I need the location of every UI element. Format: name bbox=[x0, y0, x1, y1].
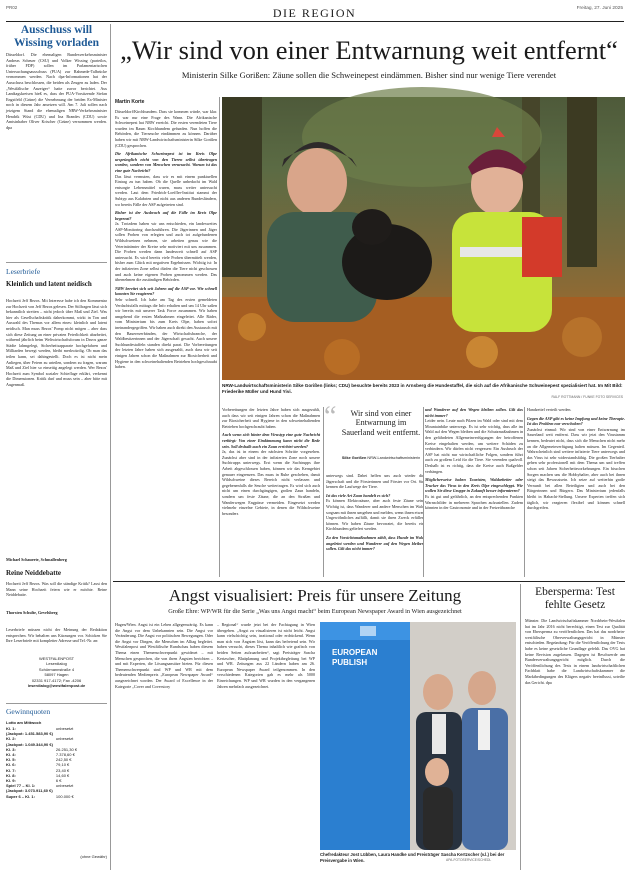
lotto-value: 14,60 € bbox=[55, 772, 70, 778]
ebersperma-headline: Ebersperma: Test fehlte Gesetz bbox=[535, 586, 615, 611]
lotto-value: 23,40 € bbox=[55, 767, 70, 773]
lotto-note: (ohne Gewähr) bbox=[80, 854, 107, 859]
ebersperma-text: Münster. Die Landwirtschaftskammer Nordrhein-Westfalen hat im Jahr 2016 nicht berechtigt, einen Test zur Qualität von Ebersperma zu veröffentlichen. Das hat das nordrhein-westfälische Oberverwaltungsgericht in Münster entschieden. Begründung: Für die Veröffentlichung der Tests habe es keine gesetzliche Grundlage gefehlt. Das OVG hat keine Revision zugelassen. Dagegen ist Beschwerde am Bundesverwaltungsgericht möglich. Durch die Veröffentlichung des Tests in einem landwirtschaftlichen Fachblatt habe die Landwirtschaftskammer die Marktbedingungen des Klägers negativ beeinflusst, urteilte das Gericht. dpa bbox=[525, 618, 625, 685]
lotto-value: unbesetzt bbox=[55, 736, 74, 742]
answer: Das lässt vermuten, dass wir es mit einem punktuellen Eintrag zu tun haben. Ob die Quelle unbedacht im Wald entsorgte Lebensmittel waren, muss weiter untersucht werden. Laut dem Friedrich-Loeffler-Institut stammt der Subtyp aus Kalabrien und nicht aus anderen Bundesländern, wo bereits Fälle der ASP aufgetreten sind. bbox=[115, 173, 217, 207]
lotto-value: 6 € bbox=[55, 778, 62, 784]
banner-line: EUROPEAN bbox=[332, 648, 378, 657]
main-subhead: Ministerin Silke Gorißen: Zäune sollen die Schweinepest eindämmen. Bisher sind nur wenige Tiere verendet bbox=[181, 70, 557, 80]
address-line: Leserdialog bbox=[46, 661, 67, 667]
award-subhead: Große Ehre: WP/WR für die Serie „Was uns Angst macht“ beim European Newspaper Award in Wien ausgezeichnet bbox=[168, 608, 462, 615]
intro-text: Düsseldorf/Kirchhundem. Dass sie kommen würde, war klar. Es war nur eine Frage des Wann. Die Afrikanische Schweinepest hat NRW erreicht. Die ersten verendeten Tiere wurden im Raum Kirchhundem gefunden. Nun hoffen die Behörden, die Tierseuche eindämmen zu können. Darüber haben wir mit NRW-Landwirtschaftsministerin Silke Gorißen (CDU) gesprochen. bbox=[115, 109, 217, 148]
award-col2: – Regional“ wurde jetzt bei der Fachtagung in Wien übergeben. „Angst zu visualisieren ist nicht leicht. Angst kann vielschichtig sein, irrational oder erdrückend. Wenn man sich von Ängsten löst, kann das befreiend sein. Wir haben versucht, dieses Thema inhaltlich wie grafisch von beiden Seiten aufzuarbeiten“, sagt Preisträger Sascha Kertzscher, Blattplanung und Projektbegleitung bei WP und WR. Zeitungen aus 22 Ländern haben am 26. European Newspaper Award teilgenommen. In den verschiedenen Kategorien gab es mehr als 5000 Einreichungen. WP und WR wurden in den vergangenen Jahren mehrfach ausgezeichnet. bbox=[217, 622, 315, 689]
question-continued: und Wanderer auf den Wegen bleiben sollen. Gilt das nicht immer? bbox=[425, 407, 523, 418]
award-caption: Chefredakteur Jost Lübben, Laura Handke und Preisträger Sascha Kertzscher (v.l.) bei der Preisvergabe in Wien. bbox=[320, 852, 505, 863]
question: Möglicherweise haben Touristen, Waldarbeiter oder Trucker das Virus in den Kreis Olpe eingeschleppt. Wie wollen Sie diese Gruppe in Zukunft besser informieren? bbox=[425, 477, 523, 494]
lotto-class: Kl. 7: bbox=[6, 767, 16, 773]
main-headline: „Wir sind von einer Entwarnung weit entfernt“ bbox=[120, 35, 618, 65]
award-col1: Hagen/Wien. Angst ist ein Leben allgegenwärtig. Es kann die Angst vor dem Unbekannten sein. Die Angst vor Veränderung. Die Angst vor politischen Bewegungen. Oder die Angst vor Dingen, die Menschen im Alltag begleitet. Westfalenpost und Westfälische Rundschau haben diesem Thema einen Themenschwerpunkt gewidmet – mit Menschen gesprochen, die von ihren Ängsten berichten – und mit Experten, die Lösungsansätze bieten. Für diesen Themenschwerpunkt sind WP und WR mit dem bedeutenden Medienpreis „European Newspaper Award“ ausgezeichnet worden. Der Award of Excellence in der Kategorie „Cover and Coverstory bbox=[115, 622, 213, 689]
address-line: WESTFALENPOST bbox=[38, 656, 75, 661]
left-column bbox=[6, 24, 107, 870]
main-col5 bbox=[527, 407, 625, 577]
letter1-author: Michael Schauerte, Schmallenberg bbox=[6, 557, 67, 562]
lotto-class: Kl. 8: bbox=[6, 772, 16, 778]
main-col2 bbox=[222, 407, 320, 577]
photo-scene bbox=[222, 97, 625, 380]
lotto-value: 7.378,60 € bbox=[55, 752, 75, 758]
banner-line: PUBLISH bbox=[332, 657, 368, 667]
lotto-class: (Jackpot: 3.073.911,60 €) bbox=[6, 788, 53, 794]
main-photo bbox=[222, 97, 625, 380]
lotto-table bbox=[6, 726, 80, 799]
lotto-class: (Jackpot: 1.049.344,90 €) bbox=[6, 741, 53, 747]
answer: Ja. Trotzdem haben wir uns entschieden, ein landesweites ASP-Monitoring durchzuführen. Die Jägerinnen und Jäger sollen Proben von erlegten und auch tot aufgefundenen Wildschweinen nehmen, sie arbeiten genau wie die Veterinärämter der Kreise sehr motiviert mit uns zusammen. Die Proben werden dann landesweit schnell auf ASP untersucht. Es wird bereits viele Proben übermittelt werden, bisher zum Glück mit negativen Ergebnissen. Wichtig ist: In der infizierten Zone selbst dürfen die Tiere nicht geschossen und auch keine eigenen Proben genommen werden. Das übernehmen die zuständigen Behörden. bbox=[115, 221, 217, 283]
lotto-class: Super 6 – Kl. 1: bbox=[6, 793, 35, 799]
letter1-title: Kleinlich und latent neidisch bbox=[6, 280, 92, 288]
question: Bisher ist der Ausbruch auf die Fälle im Kreis Olpe begrenzt? bbox=[115, 210, 217, 221]
main-col4 bbox=[425, 407, 523, 577]
lotto-class: Kl. 4: bbox=[6, 752, 16, 758]
answer: Leider nein. Leute nach Pilzen im Wald oder sind mit dem Mountainbike unterwegs. Es ist sehr wichtig, dass alle im Wald auf den Wegen bleiben und die Schutzmaßnahmen in den gefährdeten Allgemeinverfügungen der betroffenen Kreise eingehalten werden, um weitere Schäden zu verhindern. Wir dürfen nicht vergessen: Ein Ausbruch der ASP hat nicht nur wirtschaftliche Folgen, sondern führt auch zu großem Leid für die Tiere. Sie verenden qualvoll. Deshalb ist es richtig, dass die Kreise auch Bußgelder verhängen. bbox=[425, 418, 523, 474]
award-photo bbox=[320, 622, 516, 850]
lotto-class: Kl. 1: bbox=[6, 726, 16, 731]
question: Die Afrikanische Schweinepest ist im Kreis Olpe ursprünglich nicht von den Tieren selbst übertragen worden, sondern von Menschen verursacht. Warum ist das eine gute Nachricht? bbox=[115, 151, 217, 173]
lotto-class: Kl. 9: bbox=[6, 778, 16, 784]
question: Ist das viele Art Zaun handelt es sich? bbox=[326, 492, 391, 498]
letters-address bbox=[6, 656, 107, 688]
lotto-class: Kl. 2: bbox=[6, 736, 16, 742]
letters-heading: Leserbriefe bbox=[6, 267, 41, 276]
photo-caption: NRW-Landwirtschaftsministerin Silke Gorißen (links; CDU) besuchte bereits 2023 in Arnsberg die Hundestaffel, die sich auf die Afrikanische Schweinepest spezialisiert hat. Im Mit Bild: Friederike Müller und Hund Yivi. bbox=[222, 383, 623, 394]
question: Auch wenn sich hinter dem Virustyp eine gute Nachricht verbirgt: Von einer Eindämmung kann nicht die Rede sein. Soll deshalb auch ein Zaun errichtet werden? bbox=[222, 432, 320, 449]
letter2-text: Hochzeit Jeff Bezos. Was soll die ständige Kritik? Lasst den Mann seine Hochzeit feiern wie er möchte. Reine Neiddebatte. bbox=[6, 581, 107, 598]
question: NRW bereitet sich seit Jahren auf die ASP vor. Wie schnell konnten Sie reagieren? bbox=[115, 285, 217, 297]
address-line: 58097 Hagen bbox=[44, 672, 69, 678]
lotto-value: unbesetzt bbox=[55, 726, 74, 731]
bottom-rule bbox=[113, 581, 625, 582]
lotto-class: Kl. 3: bbox=[6, 746, 16, 752]
quote-attribution bbox=[340, 456, 422, 460]
header-rule bbox=[6, 21, 624, 22]
answer-continued: unterwegs sind. Dabei helfen uns auch wieder die Jägerschaft und die Försterinnen und Förster vor Ort. Sie kennen die Laufwege der Tiere. bbox=[326, 473, 424, 490]
quote-role: NRW-Landwirtschaftsministerin bbox=[367, 456, 421, 460]
letter2-author: Thorsten Schulte, Gevelsberg bbox=[6, 610, 58, 615]
answer-continued: Vorbereitungen der letzten Jahre haben sich ausgezahlt, auch dass wir seit einigen Jahren schon die Maßnahmen zur Biosicherheit und Hygiene in den schweinehaltenden Betrieben hochgeschraubt haben. bbox=[222, 407, 320, 429]
quote-text: Wir sind von einer Entwarnung im Sauerland weit entfernt. bbox=[341, 409, 421, 437]
quote-author: Silke Gorißen bbox=[341, 456, 367, 460]
author: Martin Korte bbox=[115, 99, 145, 105]
address-line: Schürmannstraße 4 bbox=[38, 666, 75, 672]
lotto-value: unbesetzt bbox=[55, 783, 74, 789]
question: Zu den Vorsichtsmaßnahmen zählt, dass Hunde im Wald angeleint werden und Wanderer auf den Wegen bleiben sollen. Gilt das nicht immer? bbox=[326, 534, 424, 552]
section-title: DIE REGION bbox=[272, 6, 357, 20]
lotto-value: 26.251,30 € bbox=[55, 746, 78, 752]
lotto-row bbox=[6, 794, 80, 799]
letter2-title: Reine Neiddebatte bbox=[6, 569, 62, 577]
letter1-text: Hochzeit Jeff Bezos. Mit Interesse habe ich den Kommentar zur Hochzeit von Jeff Bezos gelesen. Der Stilfragen lässt sich bekanntlich streiten – nicht jedoch über Maß und Ziel. Was hier als Gesellschaftskritik daherkommt, wirkt in Ton und Auswahl des Themas vor allem eines: kleinlich und latent neidisch. Man muss Bezos’ Pomp nicht mögen – aber dass sich diese Zeitung an einer privaten Feierlichkeit abarbeitet, während jährlich beim Weltwirtschaftsforum in Davos ganze Städte lahmgelegt, Sicherheitsapparate hochgefahren und Milliarden bewegt werden, bleibt merkwürdig. Ob man das teilen kann, sei dahingestellt. Doch es ist nicht mein Anliegen, über Feiern zu urteilen, sondern zu fragen, warum Maß und Ziel hier so einseitig angelegt werden. Wer Bezos' Hochzeit zum Symbol sozialer Schieflage erklärt, verkennt die Dimensionen. Kritik darf und muss sein – aber bitte mit Augenmaß. bbox=[6, 298, 107, 387]
answer: Es ist gut und gefährlich, an den entsprechenden Punkten Warnschilder in mehreren Sprachen aufzustellen. Zudem könnten in der Gastronomie und in der Freizeitbranche bbox=[425, 493, 523, 511]
page-number: PR02 bbox=[6, 5, 18, 10]
email-link[interactable]: leserdialog@westfalenpost.de bbox=[27, 683, 86, 689]
photo-credit: RALF ROTTMANN / FUNKE FOTO SERVICES bbox=[551, 395, 623, 399]
lotto-class: Kl. 6: bbox=[6, 762, 16, 768]
award-credit: APA-FOTOSERVICE/SCHEDL bbox=[446, 858, 492, 862]
lotto-title: Lotto am Mittwoch bbox=[6, 720, 42, 725]
main-col3 bbox=[324, 401, 424, 577]
lotto-class: Spiel 77 – Kl. 1: bbox=[6, 783, 36, 789]
page-date: Freitag, 27. Juni 2025 bbox=[576, 6, 623, 11]
lotto-value: 79,10 € bbox=[55, 762, 70, 768]
address-line: 02331 917-4172; Fax -4206 bbox=[31, 677, 82, 683]
lotto-class: Kl. 5: bbox=[6, 757, 16, 763]
lotto-value: 242,50 € bbox=[55, 757, 72, 763]
answer: Zunächst einmal: Wir sind von einer Entwarnung im Sauerland weit entfernt. Dass wir jetzt den Virustamm kennen, bedeutet nicht, dass sich die Menschen nicht mehr an die Allgemeinverfügung halten müssen. Im Gegenteil. Wahrscheinlich sind weitere infizierte Tiere unterwegs und das Virus ist sehr widerstandsfähig. Die großen Tierhalter gehen sehr professionell mit dem Thema um und treffen schon seit Jahren Sicherheitsvorkehrungen. Ein bisschen Sorgen machen uns die Hobbyhalter, aber auch bei ihnen steigt das Bewusstsein. Ich setze auf weiterhin große Vernunft bei allen Beteiligten und auch bei den Bürgerinnen und Bürgern. Das Ministerium jedenfalls bleibt in Habacht-Stellung. Unsere Experten treffen sich täglich, wir reagieren flexibel und können schnell durchgreifen. bbox=[527, 426, 625, 511]
main-col1 bbox=[115, 109, 217, 577]
answer: Ja, das ist in einem der nächsten Schritte vorgesehen. Zunächst aber sind in der infizierten Zone noch unsere Suchtrupps unterwegs. Erst wenn die Suchtrupps ihre Arbeit abgeschlossen haben, können wir das Kerngebiet genauer eingrenzen. Das muss in Ruhe geschehen, damit Wildschweine dieses Bereich nicht verlassen und gegebenenfalls die Seuche weitertragen. Es wird sich auch nicht um einen durchgängigen, großen Zaun handeln, sondern um feste Zäune, die an den Straßen und Wanderwegen Engpässe vermeiden. Eingesetzt werden vielmehr einzelne Gebiete, in denen die Wildschweine besonders bbox=[222, 449, 320, 516]
lotto-value: 100.000 € bbox=[55, 793, 74, 799]
lotto-heading: Gewinnquoten bbox=[6, 707, 51, 716]
letters-disclaimer: Leserbriefe müssen nicht der Meinung der Redaktion entsprechen. Wir behalten uns Kürzungen vor. Schicken Sie Ihre Leserbriefe mit kompletter Adresse und Tel.-Nr. an: bbox=[6, 627, 107, 644]
wissing-headline: Ausschuss will Wissing vorladen bbox=[13, 24, 100, 49]
lotto-class: (Jackpot: 1.451.583,90 €) bbox=[6, 731, 53, 737]
answer-continued: Handzettel verteilt werden. bbox=[527, 407, 572, 412]
pull-quote bbox=[324, 401, 424, 473]
question: Gegen die ASP gibt es keine Impfung und keine Therapie. Ist das Problem nur verschoben? bbox=[527, 415, 625, 427]
quote-mark-icon: “ bbox=[324, 401, 337, 432]
wissing-article: Düsseldorf. Die ehemaligen Bundesverkehrsminister Andreas Scheuer (CSU) und Volker Wissing (parteilos, früher FDP) sollen im Parlamentarischen Untersuchungsausschuss (PUA) zur Rahmede-Talbrücke vernommen werden. Nach dpa-Informationen hat der Ausschuss beschlossen, die beiden als Zeugen zu laden. Der „Westfälische Anzeiger“ hatte zuvor berichtet. Aus Landtagskreisen hieß es, dass der PUA-Vorsitzende Stefan Engstfeld (Grüne) die Vernehmung der beiden Ex-Minister noch in diesem Jahr ansetzen will. Am 7. Juli sollen nach jetzigem Stand die ehemaligen NRW-Verkehrsminister Hendrik Wüst (CDU) und Ina Brandes (CDU) sowie Amtsinhaber Oliver Krischer (Grüne) vernommen werden. dpa bbox=[6, 52, 107, 130]
answer: Sehr schnell. Ich habe am Tag des ersten gemeldeten Verdachtsfalls mittags die Info erhalten und um 14 Uhr saßen wir bereits mit unserer Task Force zusammen. Wir haben umgehend die ersten Maßnahmen eingeleitet. Alle Räder, vom Ministerium bis zum Kreis Olpe, haben sofort ineinandergegriffen. Wir haben auch direkt den Austausch mit den Bauernverbänden, der Wirtschaftsbranche, der Waldbesitzerinnen und der Jägerschaft gesucht. Auch unsere Suchhundestaffeln standen direkt parat. Die Vorbereitungen der letzten Jahre haben sich ausgezahlt, auch dass wir seit einigen Jahren schon die Maßnahmen zur Biosicherheit und Hygiene in den schweinehaltenden Betrieben hochgeschraubt haben. bbox=[115, 297, 217, 370]
award-headline: Angst visualisiert: Preis für unsere Zeitung bbox=[168, 586, 462, 605]
answer: Es können Elektrozäune, aber auch feste Zäune sein. Wichtig ist, dass Wanderer und andere Menschen im Wald sorgsam mit ihnen umgehen und melden, wenn ihnen etwas Ungewöhnliches auffällt, damit sie ihren Zweck erfüllen können. Wir haben Zäune bevorratet, die bereits ein Kirchhundem geliefert werden. bbox=[326, 498, 424, 532]
award-banner bbox=[332, 648, 377, 667]
